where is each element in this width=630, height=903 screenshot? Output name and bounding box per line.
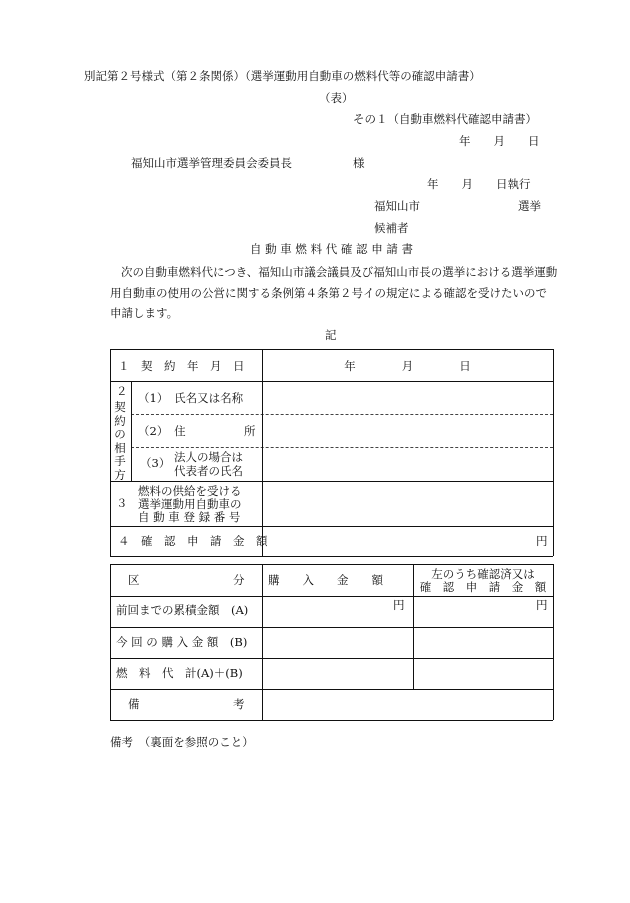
header-kubun-left: 区 — [128, 573, 140, 587]
vehicle-line2: 選挙運動用自動車の — [138, 497, 242, 511]
rep-label-line1: 法人の場合は — [174, 450, 243, 464]
amount-yen: 円 — [536, 534, 548, 548]
front-mark: （表） — [319, 91, 354, 105]
vehicle-number: ３ — [116, 496, 128, 510]
header-confirmed-line2: 確 認 申 請 金 額 — [419, 580, 547, 594]
rep-label-line2: 代表者の氏名 — [174, 464, 243, 478]
body-text: 次の自動車燃料代につき、福知山市議会議員及び福知山市長の選挙における選挙運動用自動車の使用の公営に関する条例第４条第２号イの規定による確認を受けたいので申請します。 — [110, 265, 558, 320]
row-current-label: 今 回 の 購 入 金 額 (B) — [116, 635, 248, 649]
amount-label: ４ 確 認 申 請 金 額 — [118, 534, 268, 548]
vehicle-line1: 燃料の供給を受ける — [138, 484, 242, 498]
date-line: 年 月 日 — [459, 134, 540, 148]
city-name: 福知山市 — [374, 199, 420, 213]
header-purchase-amount: 購 入 金 額 — [268, 573, 383, 587]
row-remarks-right: 考 — [233, 697, 245, 711]
header-confirmed-line1: 左のうち確認済又は — [431, 567, 535, 581]
row-total-label: 燃 料 代 計(A)＋(B) — [116, 666, 243, 680]
row-cumulative-label: 前回までの累積金額 (A) — [116, 603, 249, 617]
document-title: 自 動 車 燃 料 代 確 認 申 請 書 — [249, 242, 414, 256]
row-cumulative-yen-1: 円 — [393, 598, 405, 612]
rep-number: （3） — [140, 456, 171, 470]
address-label-suffix: 所 — [244, 424, 256, 438]
election-date: 年 月 日執行 — [427, 177, 531, 191]
ki-label: 記 — [325, 328, 337, 342]
sama-label: 様 — [353, 156, 365, 170]
address-label: （2） 住 — [138, 424, 186, 438]
row-cumulative-yen-2: 円 — [536, 598, 548, 612]
sub-title: その１（自動車燃料代確認申請書） — [353, 112, 537, 126]
footer-note: 備考 （裏面を参照のこと） — [110, 735, 254, 749]
name-label: （1） 氏名又は名称 — [138, 391, 244, 405]
contract-date-value: 年 月 日 — [344, 359, 471, 373]
addressee: 福知山市選挙管理委員会委員長 — [131, 156, 292, 170]
counterparty-vertical-label: 契約の相手方 — [114, 400, 126, 482]
form-title: 別記第２号様式（第２条関係）（選挙運動用自動車の燃料代等の確認申請書） — [84, 69, 481, 83]
contract-date-label: １ 契 約 年 月 日 — [118, 359, 245, 373]
counterparty-number: ２ — [116, 384, 128, 398]
candidate-label: 候補者 — [374, 221, 409, 235]
header-kubun-right: 分 — [233, 573, 245, 587]
row-remarks-left: 備 — [128, 697, 140, 711]
senkyo-label: 選挙 — [518, 199, 541, 213]
vehicle-line3: 自 動 車 登 録 番 号 — [138, 510, 241, 524]
